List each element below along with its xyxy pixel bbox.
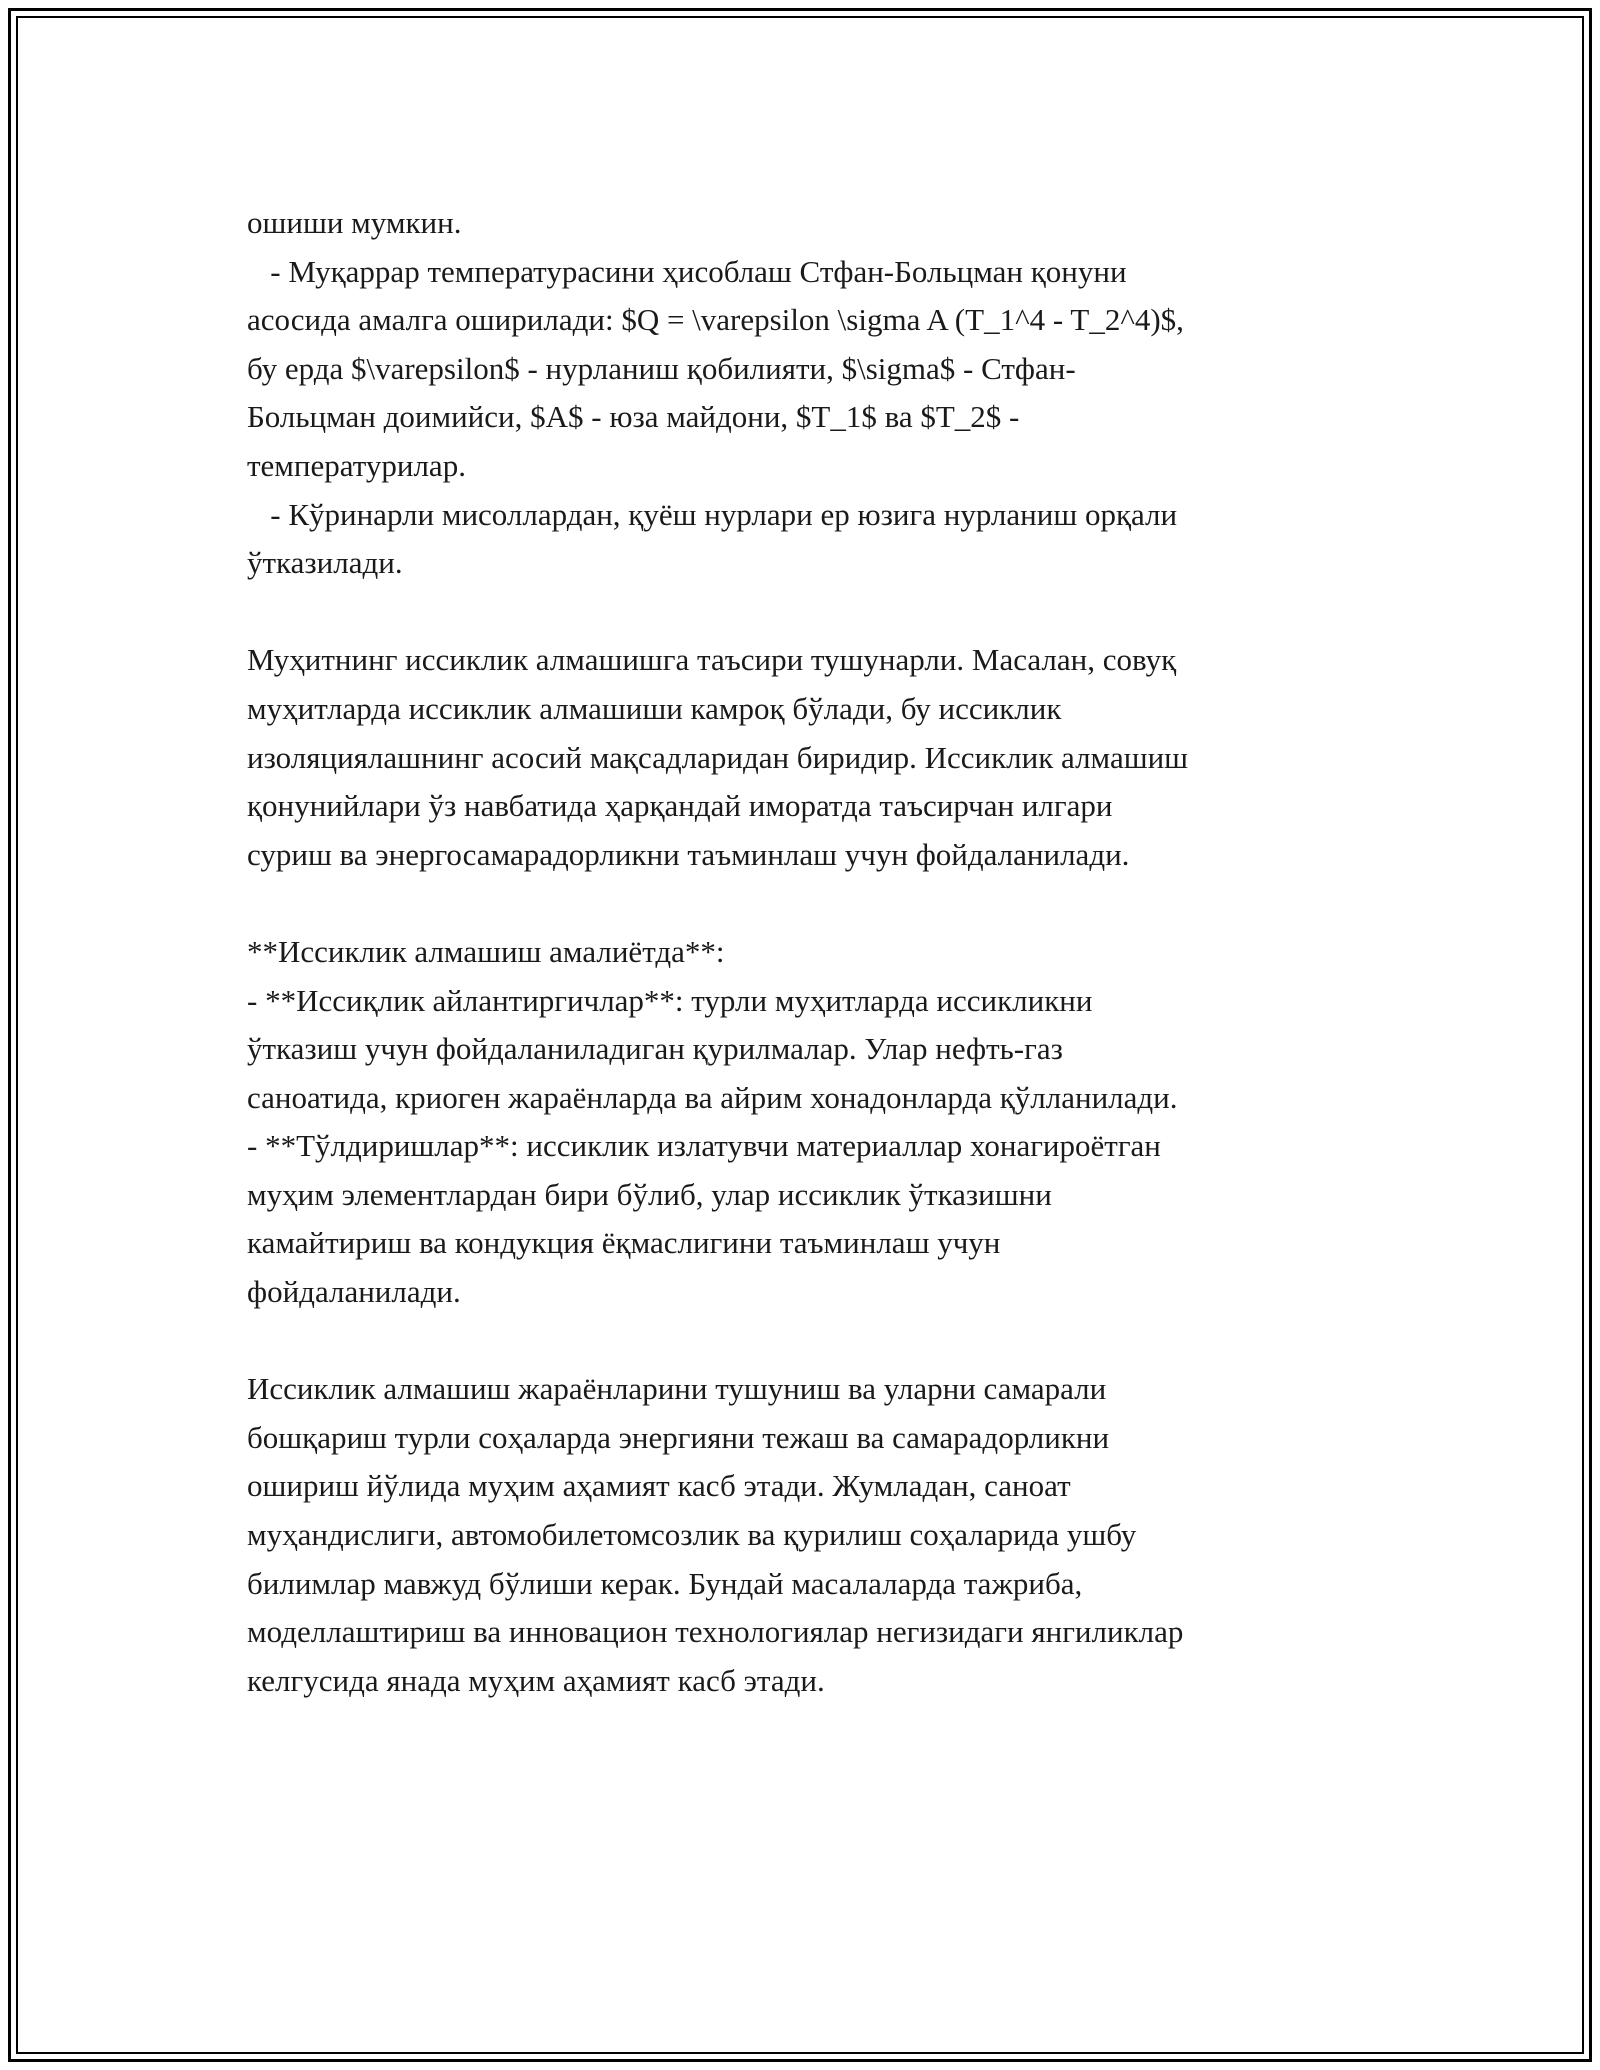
text-line: **Иссиклик алмашиш амалиётда**: <box>247 933 725 969</box>
text-line: ўтказилади. <box>247 545 403 581</box>
text-line: Иссиклик алмашиш жараёнларини тушуниш ва уларни самарали <box>247 1371 1107 1407</box>
text-line: келгусида янада муҳим аҳамият касб этади. <box>247 1662 825 1698</box>
paragraph-gap <box>247 588 1377 637</box>
text-line: бошқариш турли соҳаларда энергияни тежаш ва самарадорликни <box>247 1419 1110 1455</box>
paragraph-practice-list <box>247 928 1377 1317</box>
text-line: Больцман доимийси, $A$ - юза майдони, $T_1$ ва $T_2$ - <box>247 399 1020 435</box>
text-line: ошириш йўлида муҳим аҳамият касб этади. Жумладан, саноат <box>247 1468 1071 1504</box>
text-line: ўтказиш учун фойдаланиладиган қурилмалар. Улар нефть-газ <box>247 1031 1063 1067</box>
document-body <box>247 199 1377 1705</box>
text-line: муҳим элементлардан бири бўлиб, улар иссиклик ўтказишни <box>247 1176 1052 1212</box>
paragraph-gap <box>247 1317 1377 1366</box>
text-line: изоляциялашнинг асосий мақсадларидан биридир. Иссиклик алмашиш <box>247 739 1189 775</box>
text-line: - **Тўлдиришлар**: иссиклик излатувчи материаллар хонагироётган <box>247 1128 1161 1164</box>
text-line: Муҳитнинг иссиклик алмашишга таъсири тушунарли. Масалан, совуқ <box>247 642 1177 678</box>
text-line: ошиши мумкин. <box>247 205 462 240</box>
paragraph-radiation-formula <box>247 199 1377 588</box>
text-line: асосида амалга оширилади: $Q = \varepsilon \sigma A (T_1^4 - T_2^4)$, <box>247 302 1184 338</box>
text-line: моделлаштириш ва инновацион технологиялар негизидаги янгиликлар <box>247 1614 1184 1650</box>
text-line: қонунийлари ўз навбатида ҳарқандай иморатда таъсирчан илгари <box>247 788 1113 824</box>
text-line: бу ерда $\varepsilon$ - нурланиш қобилияти, $\sigma$ - Стфан- <box>247 350 1076 386</box>
text-line: саноатида, криоген жараёнларда ва айрим хонадонларда қўлланилади. <box>247 1079 1178 1115</box>
text-line: билимлар мавжуд бўлиши керак. Бундай масалаларда тажриба, <box>247 1565 1083 1601</box>
paragraph-conclusion <box>247 1365 1377 1705</box>
text-line: камайтириш ва кондукция ёқмаслигини таъминлаш учун <box>247 1225 1001 1261</box>
paragraph-gap <box>247 879 1377 928</box>
text-line: суриш ва энергосамарадорликни таъминлаш учун фойдаланилади. <box>247 836 1130 872</box>
text-line: - **Иссиқлик айлантиргичлар**: турли муҳитларда иссикликни <box>247 982 1093 1018</box>
page-frame <box>8 8 1592 2062</box>
text-line: - Муқаррар температурасини ҳисоблаш Стфан-Больцман қонуни <box>247 253 1127 289</box>
paragraph-environment-effect <box>247 636 1377 879</box>
text-line: температурилар. <box>247 447 466 483</box>
text-line: муҳитларда иссиклик алмашиши камроқ бўлади, бу иссиклик <box>247 690 1062 726</box>
text-line: фойдаланилади. <box>247 1274 461 1310</box>
text-line: муҳандислиги, автомобилетомсозлик ва қурилиш соҳаларида ушбу <box>247 1517 1137 1553</box>
text-line: - Кўринарли мисоллардан, қуёш нурлари ер юзига нурланиш орқали <box>247 496 1178 532</box>
